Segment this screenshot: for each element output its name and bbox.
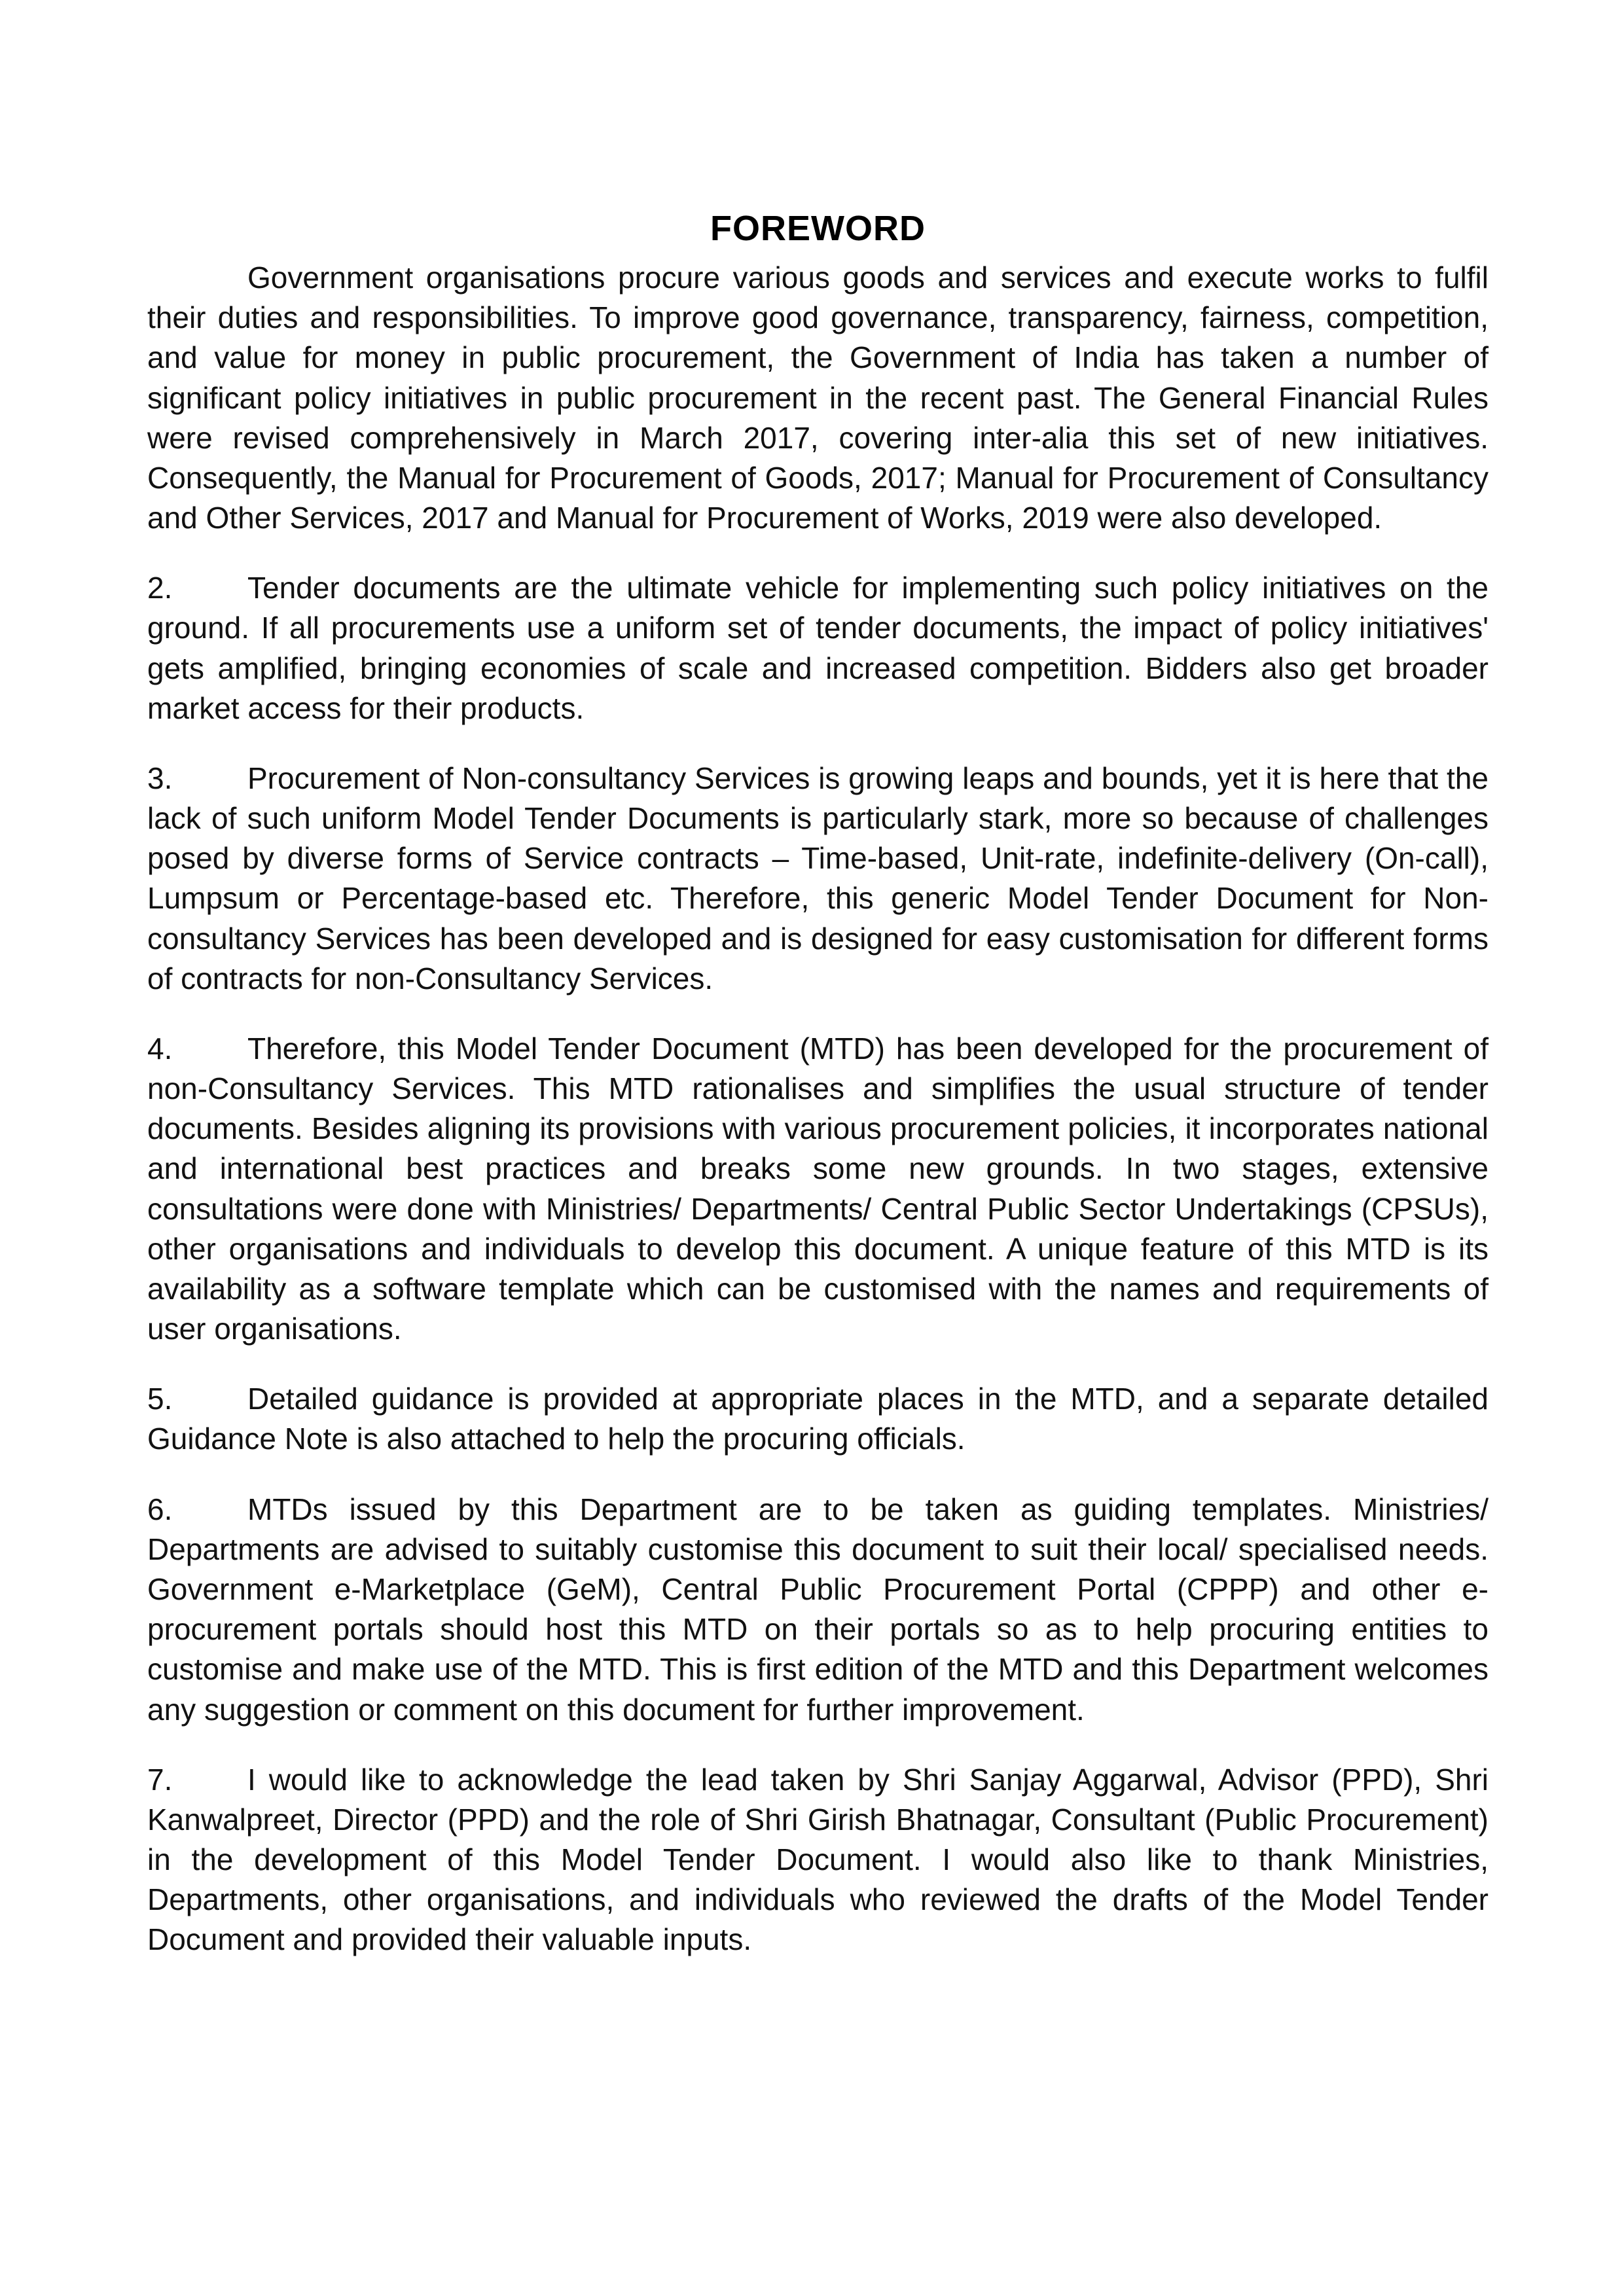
paragraph-text: Procurement of Non-consultancy Services is growing leaps and bounds, yet it is here that the lack of such uniform Model Tender Documents is particularly stark, more so because of challenges posed by diverse forms of Service contracts – Time-based, Unit-rate, indefinite-delivery (On-call), Lumpsum or Percentage-based etc. Therefore, this generic Model Tender Document for Non-consultancy Services has been developed and is designed for easy customisation for different forms of contracts for non-Consultancy Services. — [147, 761, 1489, 996]
paragraph — [147, 1490, 1489, 1730]
paragraph — [147, 258, 1489, 538]
paragraph-text: I would like to acknowledge the lead taken by Shri Sanjay Aggarwal, Advisor (PPD), Shri Kanwalpreet, Director (PPD) and the role of Shri Girish Bhatnagar, Consultant (Public Procurement) in the development of this Model Tender Document. I would also like to thank Ministries, Departments, other organisations, and individuals who reviewed the drafts of the Model Tender Document and provided their valuable inputs. — [147, 1762, 1489, 1957]
paragraph — [147, 1029, 1489, 1349]
paragraph — [147, 1760, 1489, 1960]
paragraph-text: Therefore, this Model Tender Document (MTD) has been developed for the procurement of non-Consultancy Services. This MTD rationalises and simplifies the usual structure of tender documents. Besides aligning its provisions with various procurement policies, it incorporates national and international best practices and breaks some new grounds. In two stages, extensive consultations were done with Ministries/ Departments/ Central Public Sector Undertakings (CPSUs), other organisations and individuals to develop this document. A unique feature of this MTD is its availability as a software template which can be customised with the names and requirements of user organisations. — [147, 1031, 1489, 1346]
paragraph-number: 7. — [147, 1762, 173, 1797]
paragraph-text: Tender documents are the ultimate vehicle for implementing such policy initiatives on the ground. If all procurements use a uniform set of tender documents, the impact of policy initiatives' gets amplified, bringing economies of scale and increased competition. Bidders also get broader market access for their products. — [147, 571, 1489, 725]
paragraph-number: 6. — [147, 1492, 173, 1526]
paragraph-number: 3. — [147, 761, 173, 795]
paragraph-number: 2. — [147, 571, 173, 605]
page-title: FOREWORD — [710, 209, 926, 248]
paragraph-text: Government organisations procure various goods and services and execute works to fulfil their duties and responsibilities. To improve good governance, transparency, fairness, competition, and value for money in public procurement, the Government of India has taken a number of significant policy initiatives in public procurement in the recent past. The General Financial Rules were revised comprehensively in March 2017, covering inter-alia this set of new initiatives. Consequently, the Manual for Procurement of Goods, 2017; Manual for Procurement of Consultancy and Other Services, 2017 and Manual for Procurement of Works, 2019 were also developed. — [147, 260, 1489, 535]
paragraph-text: Detailed guidance is provided at appropriate places in the MTD, and a separate detailed Guidance Note is also attached to help the procuring officials. — [147, 1382, 1489, 1456]
paragraph-text: MTDs issued by this Department are to be taken as guiding templates. Ministries/ Departments are advised to suitably customise this document to suit their local/ specialised needs. Government e-Marketplace (GeM), Central Public Procurement Portal (CPPP) and other e-procurement portals should host this MTD on their portals so as to help procuring entities to customise and make use of the MTD. This is first edition of the MTD and this Department welcomes any suggestion or comment on this document for further improvement. — [147, 1492, 1489, 1727]
paragraph — [147, 1379, 1489, 1459]
paragraph-number: 4. — [147, 1031, 173, 1066]
paragraph — [147, 568, 1489, 728]
paragraph-number: 5. — [147, 1382, 173, 1416]
paragraph — [147, 759, 1489, 999]
